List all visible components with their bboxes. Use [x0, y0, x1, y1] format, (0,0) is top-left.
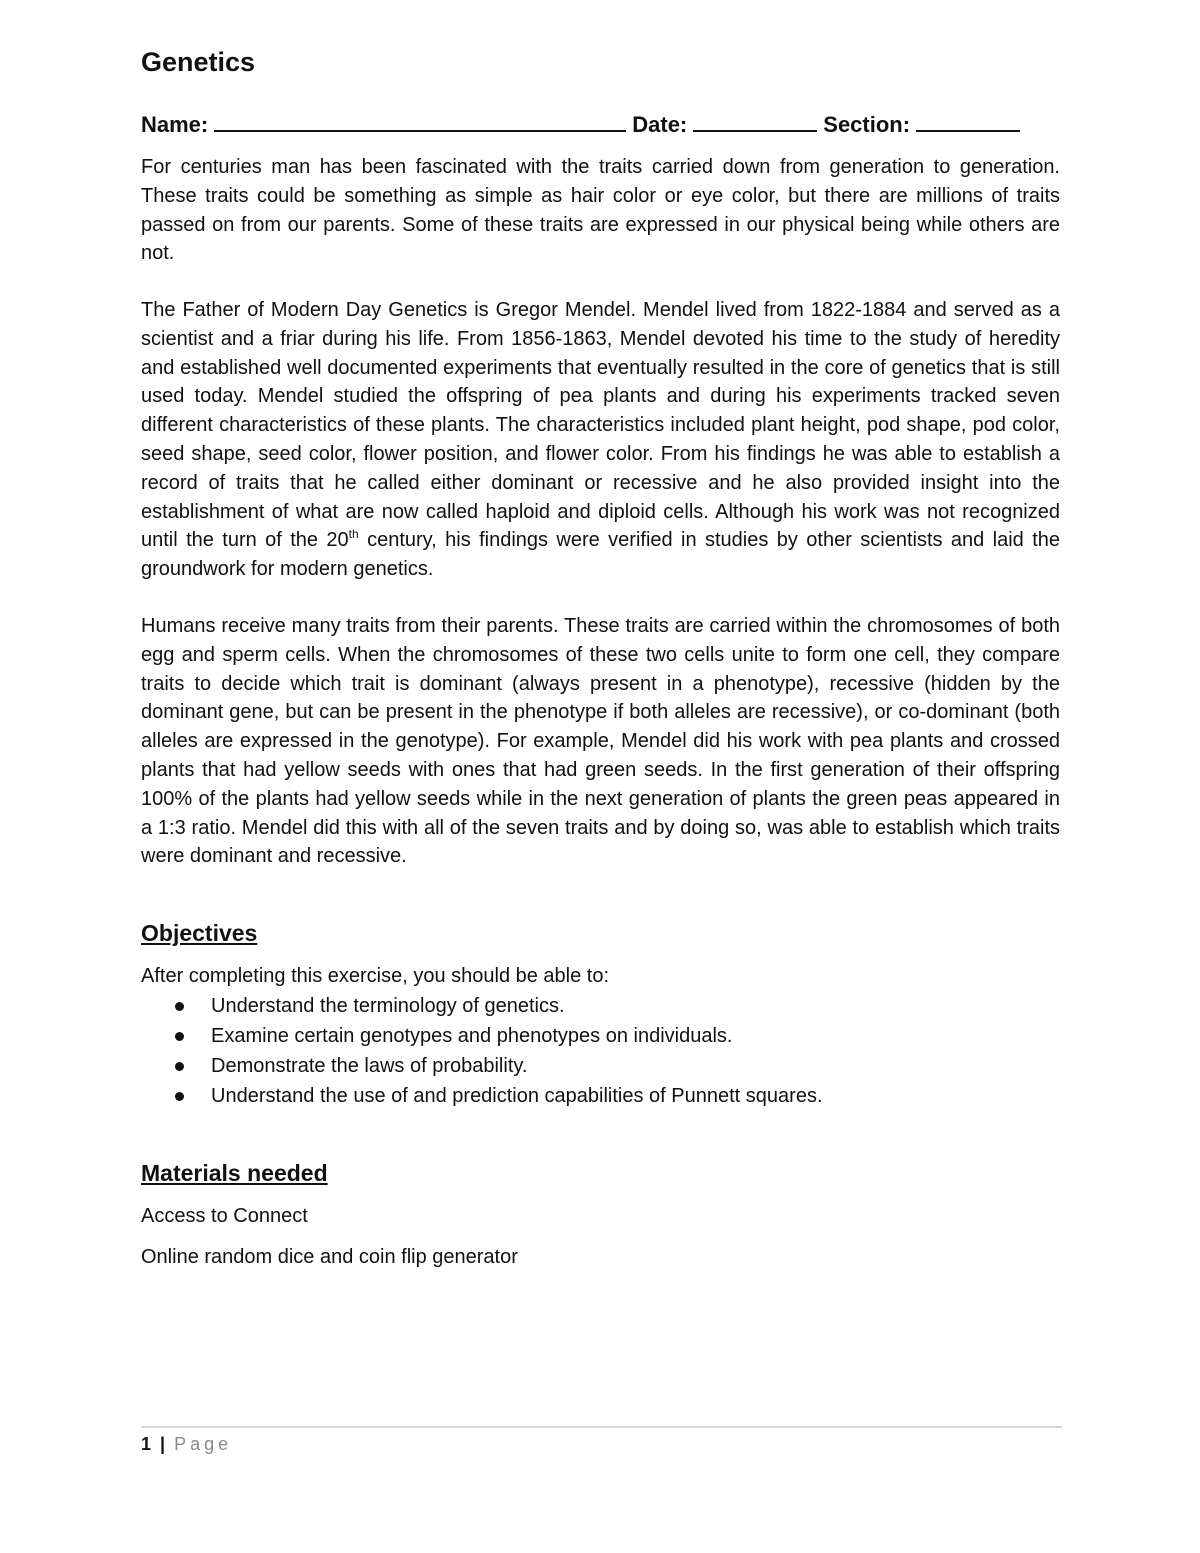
- objective-item: [141, 1082, 1060, 1112]
- materials-heading: Materials needed: [141, 1160, 328, 1186]
- objective-item: [141, 1022, 1060, 1052]
- footer-separator: |: [160, 1434, 166, 1454]
- mendel-paragraph-text-end: century, his findings were verified in studies by other scientists and laid the groundwork for modern genetics.: [141, 529, 1061, 581]
- bullet-icon: [175, 1062, 184, 1071]
- objective-item: [141, 1052, 1060, 1082]
- objectives-list: [141, 992, 1060, 1112]
- bullet-icon: [175, 1092, 184, 1101]
- material-item: Online random dice and coin flip generator: [141, 1246, 518, 1268]
- date-blank-line: [693, 112, 817, 132]
- document-page: [141, 0, 1060, 1553]
- page-footer: [141, 1432, 232, 1456]
- mendel-paragraph: [141, 296, 1060, 584]
- objective-text: Understand the use of and prediction capabilities of Punnett squares.: [211, 1085, 823, 1107]
- objective-text: Understand the terminology of genetics.: [211, 995, 565, 1017]
- section-label: Section:: [823, 112, 911, 137]
- objective-item: [141, 992, 1060, 1022]
- mendel-paragraph-text-start: The Father of Modern Day Genetics is Gregor Mendel. Mendel lived from 1822-1884 and served as a scientist and a friar during his life. From 1856-1863, Mendel devoted his time to the study of heredity and established well documented experiments that eventually resulted in the core of genetics that is still used today. Mendel studied the offspring of pea plants and during his experiments tracked seven different characteristics of these plants. The characteristics included plant height, pod shape, pod color, seed shape, seed color, flower position, and flower color. From his findings he was able to establish a record of traits that he called either dominant or recessive and he also provided insight into the establishment of what are now called haploid and diploid cells. Although his work was not recognized until the turn of the 20: [141, 299, 1060, 552]
- objective-text: Demonstrate the laws of probability.: [211, 1055, 528, 1077]
- bullet-icon: [175, 1032, 184, 1041]
- objectives-heading: Objectives: [141, 920, 258, 946]
- material-item: Access to Connect: [141, 1205, 308, 1227]
- date-label: Date:: [632, 112, 688, 137]
- objectives-intro: After completing this exercise, you should be able to:: [141, 965, 610, 987]
- intro-paragraph: For centuries man has been fascinated with the traits carried down from generation to generation. These traits could be something as simple as hair color or eye color, but there are millions of traits passed on from our parents. Some of these traits are expressed in our physical being while others are not.: [141, 156, 1060, 265]
- footer-divider: [141, 1426, 1062, 1428]
- name-label: Name:: [141, 112, 209, 137]
- page-word: Page: [174, 1434, 233, 1454]
- bullet-icon: [175, 1002, 184, 1011]
- objective-text: Examine certain genotypes and phenotypes on individuals.: [211, 1025, 733, 1047]
- inheritance-paragraph: Humans receive many traits from their parents. These traits are carried within the chromosomes of both egg and sperm cells. When the chromosomes of these two cells unite to form one cell, they compare traits to decide which trait is dominant (always present in a phenotype), recessive (hidden by the dominant gene, but can be present in the phenotype if both alleles are recessive), or co-dominant (both alleles are expressed in the genotype). For example, Mendel did his work with pea plants and crossed plants that had yellow seeds with ones that had green seeds. In the first generation of their offspring 100% of the plants had yellow seeds while in the next generation of plants the green peas appeared in a 1:3 ratio. Mendel did this with all of the seven traits and by doing so, was able to establish which traits were dominant and recessive.: [141, 615, 1060, 868]
- section-blank-line: [916, 112, 1020, 132]
- name-blank-line: [214, 112, 626, 132]
- page-number: 1: [141, 1434, 152, 1454]
- document-title: Genetics: [141, 47, 256, 77]
- ordinal-superscript: th: [348, 527, 359, 542]
- student-info-row: [141, 112, 1060, 138]
